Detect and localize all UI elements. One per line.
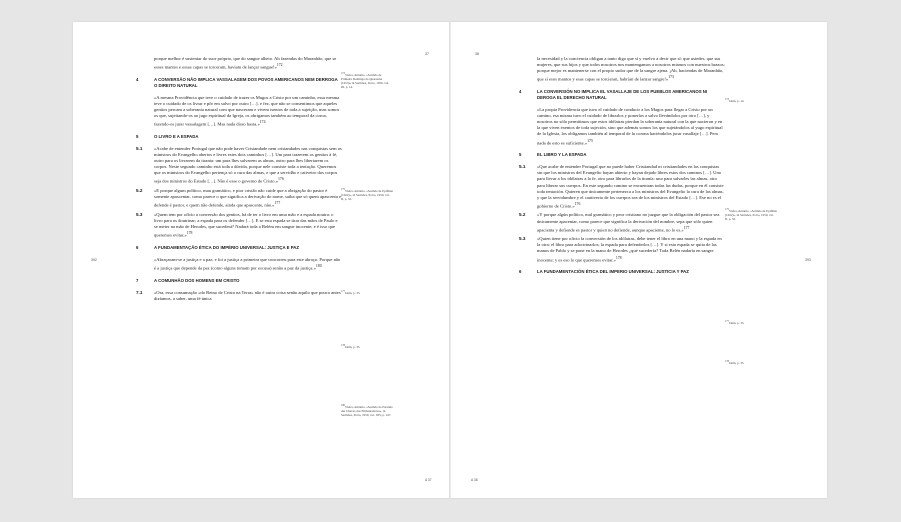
paragraph: porque melhor é sustentar do suor próprio, que do sangue alheio. Ah fazendas do Maranhão, que se esses mantos e essas capas se torceram, haviam de lançar sangue!»$^{172}$ <box>154 56 337 70</box>
paragraph: la necesidad y la conciencia obligan a tanto digo que sí y vuelvo a decir que sí: que ustedes, que sus mujeres, que sus hijos y que todos nosotros nos mantengamos a nosotros mismos con nuestros brazos; porque mejor es mantenerse con el propio sudor que de la sangre ajena. ¡Ah, haciendas de Maranhão, que si esos mantos y esas capas se torcieran, habrían de lanzar sangre!»$^{173}$ <box>537 56 725 82</box>
section-heading: 7 A COMUNHÃO DOS HOMENS EM CRISTO <box>136 277 240 283</box>
section-heading: 5 O LIVRO E A ESPADA <box>136 133 199 139</box>
footnote: $^{180}$Vieira, António, «Sermão do Estatuto das Chaves dos Embaixadores», in Sermões, Porto, 1959, vol. XIV, p. 167. <box>341 404 393 418</box>
footnote: $^{173}$Idem, p. 14. <box>725 98 745 104</box>
paragraph: 5.2 «E porque algum político, mau gramático, e pior cristão não cuide que a obrigação do pastor é somente apascentar, como parece o que significa a derivação do nome, saiba que só quem apascenta e defende é pastor, e quem não defende, ainda que apascente, não.»$^{177}$ <box>136 188 342 208</box>
section-heading: 6 A FUNDAMENTAÇÃO ÉTICA DO IMPÉRIO UNIVERSAL: JUSTIÇA E PAZ <box>136 244 299 250</box>
folio: A 37 <box>425 478 432 482</box>
paragraph: «La propia Providencia que tuvo el cuidado de conducir a los Magos para llegar a Cristo por un camino, esa misma tuvo el cuidado de librarlos y ponerlos a salvo llevándolos por otro […], y nosotros no sólo permitimos que estos idólatras pierdan la soberanía natural con la que nacieron y en la que viven exentos de toda sujeción, sino que además somos los que sujetándolos al yugo espiritual de la Iglesia, los obligamos también al temporal de la corona haciéndolos jurar vasallaje […]. Pero nada de esto es suficiente.»$^{175}$ <box>537 107 723 146</box>
section-heading: 6 LA FUNDAMENTACIÓN ÉTICA DEL IMPERIO UNIVERSAL: JUSTICIA Y PAZ <box>519 269 689 275</box>
folio: A 38 <box>471 478 478 482</box>
paragraph: 5.3 «Quem tem por ofício a conversão dos gentios, há de ter o livro em uma mão e a espada noutra: o livro para os doutrinar; a espada para os defender […]. E se esta espada se tirar das mãos de Paulo e se meter na mão de Herodes, que sucederá? Nadará toda a Belém em sangue inocente; e é isso que queremos evitar.»$^{178}$ <box>136 211 338 238</box>
footnote: $^{178}$Idem, p. 35. <box>341 344 361 350</box>
footnote: $^{177}$Idem, p. 33. <box>725 320 745 326</box>
side-number: 392 <box>91 258 97 262</box>
section-heading: 4 A CONVERSÃO NÃO IMPLICA VASSALAGEM DOS POVOS AMERICANOS NEM DERROGA O DIREITO NATURAL <box>136 76 338 88</box>
side-number: 393 <box>805 258 811 262</box>
paragraph: 5.2 «Y porque algún político, mal gramático y peor cristiano no juzgue que la obligación del pastor sea únicamente apacentar, como parece que significa la derivación del nombre, sepa que sólo quien apacienta y defiende es pastor y quien no defiende, aunque apaciente, no lo es.»$^{177}$ <box>519 212 720 233</box>
running-head: 37 <box>425 52 429 56</box>
section-heading: 5 EL LIBRO Y LA ESPADA <box>519 152 587 158</box>
left-page <box>73 22 449 498</box>
footnote: $^{175}$Vieira, António, «Sermão da Epifânia (1662)», in Sermões, Porto, 1959, vol. II, p. 32. <box>725 208 777 222</box>
paragraph: 5.3 «Quien tiene por oficio la conversión de los idólatras, debe tener el libro en una mano y la espada en la otra: el libro para adoctrinarlos; la espada para defenderlos […]. Y si esta espada se quita de las manos de Pablo y se pone en la mano de Herodes ¿qué sucedería? Toda Belén nadaría en sangre inocente; y es eso lo que queremos evitar.»$^{178}$ <box>519 236 722 263</box>
paragraph: «Abraçaram-se a justiça e a paz, e foi a justiça a primeira que concorreu para este abraço. Porque não é a justiça que depende da paz (como alguns tomam por escusa) senão a paz da justiça.»$^{180}$ <box>154 256 341 271</box>
paragraph: 7.1 «Ora, essa consumação «do Reino de Cristo na Terra» não é outra coisa senão aquilo que pouco antes dizíamos, a saber, uma fé única <box>136 289 341 301</box>
paragraph: 5.1 «Acabe de entender Portugal que não pode haver Cristandade nem cristandades nas conquistas sem os ministros do Evangelho abertos e livres estes dois caminhos […]. Um para trazerem os gentios à fé, outro para os livrarem da tirania: um para lhes salvarem as almas, outro para lhes libertarem os corpos. Neste segundo caminho está toda a dúvida, porque nele consiste toda a tentação. Queremos que os ministros do Evangelho pertença só a cura das almas, e que a servidão e cativeiro dos corpos seja dos ministros do Estado […]. Não é esse o governo de Cristo.»$^{176}$ <box>136 146 342 184</box>
paragraph: «A mesma Providência que teve o cuidado de trazer os Magos a Cristo por um caminho, essa mesma teve o cuidado de os livrar e pôr em salvo por outro […], e fez, que não se consentimos que aqueles gentios percam a soberania natural com que nasceram e vivem isentos de toda a sujeição, mas somos os que, sujeitando-os ao jugo espiritual da Igreja, os obrigamos também ao temporal da coroa, fazendo-os jurar vassalagem […]. Mas nada disso basta.»$^{174}$ <box>154 94 340 127</box>
running-head: 38 <box>475 52 479 56</box>
paragraph: 5.1 «Que acabe de entender Portugal que no puede haber Cristiandad ni cristiandades en las conquistas sin que los ministros del Evangelio hayan abierto y hayan dejado libres estos dos caminos […]. Uno para llevar a los idólatras a la fe, otro para librarlos de la tiranía: uno para salvarles las almas, otro para liberar sus cuerpos. En este segundo camino se encuentran todas las dudas, porque en él consiste toda tentación. Quieren que únicamente pertenezca a los ministros del Evangelio la cura de las almas, y que la servidumbre y el cautiverio de los cuerpos sea de los ministros del Estado […]. Ese no es el gobierno de Cristo.»$^{176}$ <box>519 164 724 209</box>
text-column-portuguese <box>136 56 342 302</box>
text-column-spanish <box>519 56 725 275</box>
footnote: $^{175}$Vieira, António, «Sermão da Epifânia (1662)», in Sermões, Porto, 1959, vol. II, p. 32. <box>341 188 393 202</box>
right-page <box>451 22 827 498</box>
section-heading: 4 LA CONVERSIÓN NO IMPLICA EL VASALLAJE DE LOS PUEBLOS AMERICANOS NI DEROGA EL DERECHO NATURAL <box>519 88 708 100</box>
footnote: $^{177}$Idem, p. 33. <box>341 290 361 296</box>
book-spread <box>73 22 827 498</box>
footnote: $^{178}$Idem, p. 35. <box>725 360 745 366</box>
footnote: $^{173}$Vieira, António, «Sermão da Primeira Dominga da Quaresma (1653)» in Sermões, Porto, 1959, vol. III, p. 14. <box>341 72 390 90</box>
